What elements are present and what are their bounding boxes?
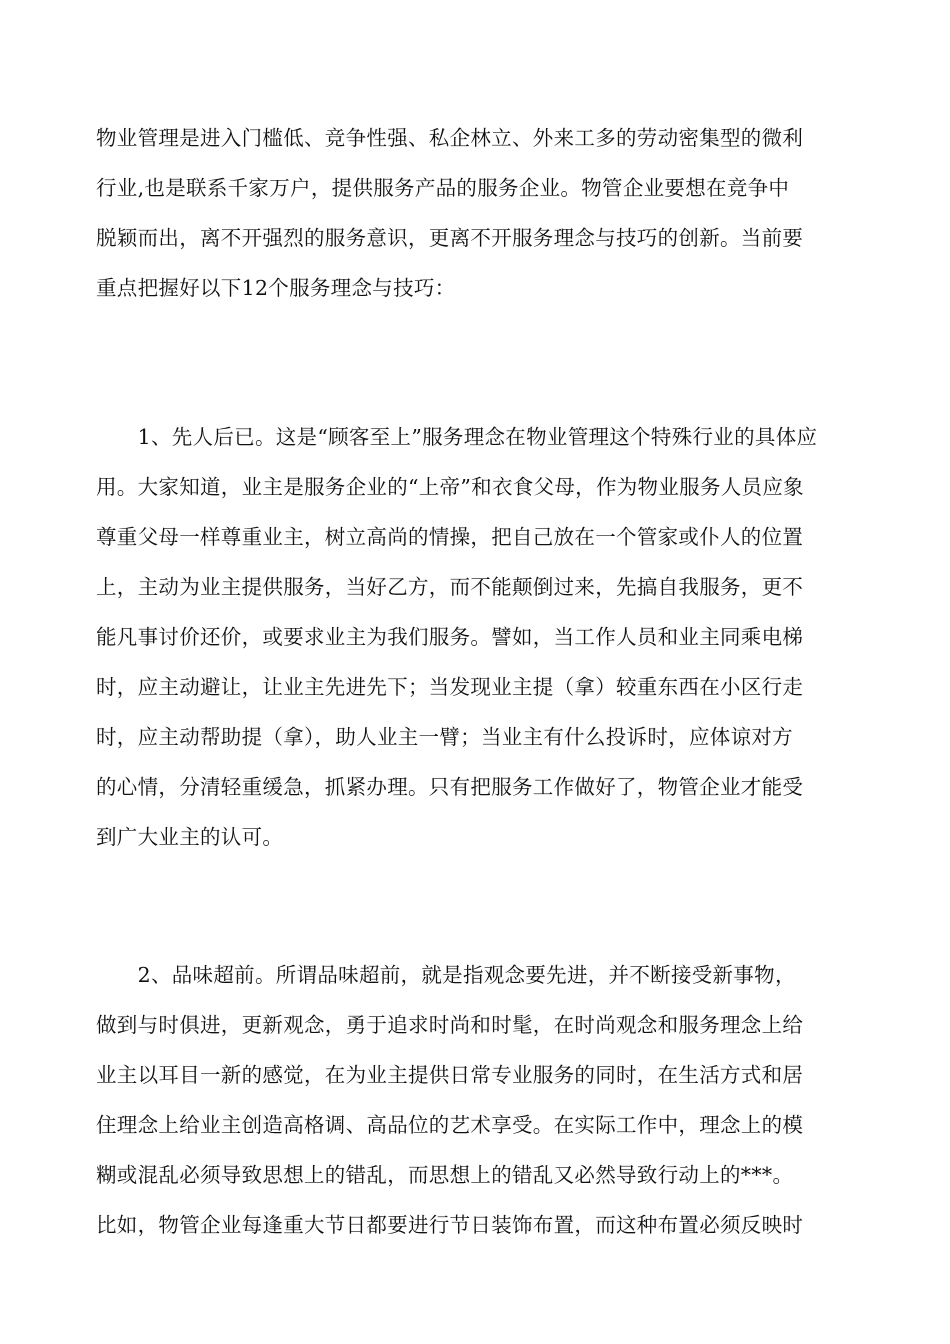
text-line: 1、先人后已。这是“顾客至上”服务理念在物业管理这个特殊行业的具体应 [96, 425, 818, 449]
section-1-paragraph [96, 412, 866, 862]
text-line: 时，应主动避让，让业主先进先下；当发现业主提（拿）较重东西在小区行走 [96, 675, 804, 699]
text-line: 糊或混乱必须导致思想上的错乱，而思想上的错乱又必然导致行动上的***。 [96, 1163, 794, 1187]
text-line: 业主以耳目一新的感觉，在为业主提供日常专业服务的同时，在生活方式和居 [96, 1063, 804, 1087]
text-line: 物业管理是进入门槛低、竞争性强、私企林立、外来工多的劳动密集型的微利 [96, 126, 804, 150]
text-line: 2、品味超前。所谓品味超前，就是指观念要先进，并不断接受新事物， [96, 963, 796, 987]
text-line: 做到与时俱进，更新观念，勇于追求时尚和时髦，在时尚观念和服务理念上给 [96, 1013, 804, 1037]
text-line: 脱颖而出，离不开强烈的服务意识，更离不开服务理念与技巧的创新。当前要 [96, 226, 804, 250]
intro-paragraph [96, 113, 866, 313]
text-line: 尊重父母一样尊重业主，树立高尚的情操，把自己放在一个管家或仆人的位置 [96, 525, 804, 549]
text-line: 上，主动为业主提供服务，当好乙方，而不能颠倒过来，先搞自我服务，更不 [96, 575, 804, 599]
section-2-paragraph [96, 950, 866, 1250]
text-line: 能凡事讨价还价，或要求业主为我们服务。譬如，当工作人员和业主同乘电梯 [96, 625, 804, 649]
text-line: 时，应主动帮助提（拿），助人业主一臂；当业主有什么投诉时，应体谅对方 [96, 725, 793, 749]
text-line: 比如，物管企业每逢重大节日都要进行节日装饰布置，而这种布置必须反映时 [96, 1213, 804, 1237]
text-line: 用。大家知道，业主是服务企业的“上帝”和衣食父母，作为物业服务人员应象 [96, 475, 804, 499]
text-line: 的心情，分清轻重缓急，抓紧办理。只有把服务工作做好了，物管企业才能受 [96, 775, 804, 799]
text-line: 重点把握好以下12个服务理念与技巧： [96, 276, 456, 300]
text-line: 行业,也是联系千家万户，提供服务产品的服务企业。物管企业要想在竞争中 [96, 176, 790, 200]
text-line: 到广大业主的认可。 [96, 825, 284, 849]
text-line: 住理念上给业主创造高格调、高品位的艺术享受。在实际工作中，理念上的模 [96, 1113, 804, 1137]
